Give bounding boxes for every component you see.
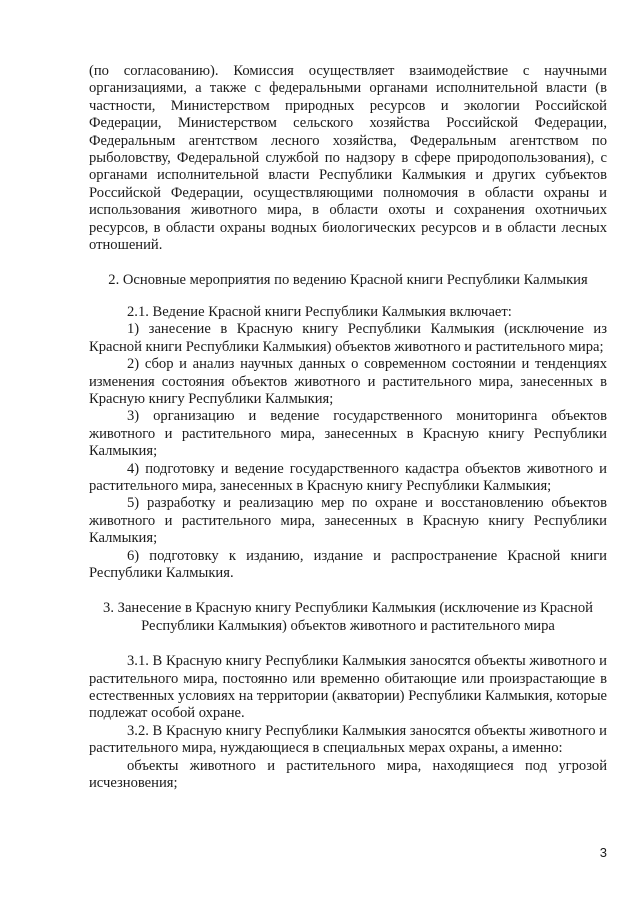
list-item-6: 6) подготовку к изданию, издание и распространение Красной книги Республики Калмыкия. xyxy=(89,547,607,581)
section-heading-3-line-2: Республики Калмыкия) объектов животного и растительного мира xyxy=(141,617,555,634)
list-item-4: 4) подготовку и ведение государственного кадастра объектов животного и растительного мира, занесенных в Красную книгу Республики Калмыкия; xyxy=(89,460,607,494)
list-item-5: 5) разработку и реализацию мер по охране и восстановлению объектов животного и растительного мира, занесенных в Красную книгу Республики Калмыкия; xyxy=(89,495,607,547)
clause-3-2: 3.2. В Красную книгу Республики Калмыкия заносятся объекты животного и растительного мира, нуждающиеся в специальных мерах охраны, а именно: xyxy=(89,722,607,757)
section-heading-3-line-1: 3. Занесение в Красную книгу Республики Калмыкия (исключение из Красной xyxy=(103,600,593,617)
list-item-1: 1) занесение в Красную книгу Республики Калмыкия (исключение из Красной книги Республики Калмыкия) объектов животного и растительного мира; xyxy=(89,321,607,355)
page-number: 3 xyxy=(599,845,607,860)
clause-3-1: 3.1. В Красную книгу Республики Калмыкия заносятся объекты животного и растительного мира, постоянно или временно обитающие или произрастающие в естественных условиях на территории (акватории) Республики Калмыкия, которые подлежат особой охране. xyxy=(89,653,607,722)
clause-3-2-item: объекты животного и растительного мира, находящиеся под угрозой исчезновения; xyxy=(89,757,607,792)
document-body xyxy=(89,63,607,792)
list-item-3: 3) организацию и ведение государственного мониторинга объектов животного и растительного мира, занесенных в Красную книгу Республики Калмыкия; xyxy=(89,408,607,460)
section-heading-2: 2. Основные мероприятия по ведению Красной книги Республики Калмыкия xyxy=(108,272,588,289)
list-item-2: 2) сбор и анализ научных данных о современном состоянии и тенденциях изменения состояния объектов животного и растительного мира, занесенных в Красную книгу Республики Калмыкия; xyxy=(89,356,607,407)
clause-2-1: 2.1. Ведение Красной книги Республики Калмыкия включает: xyxy=(127,303,512,320)
paragraph-commission: (по согласованию). Комиссия осуществляет взаимодействие с научными организациями, а также с федеральными органами исполнительной власти (в частности, Министерством природных ресурсов и экологии Российской Федерации, Министерством сельского хозяйства Российской Федерации, Федеральным агентством лесного хозяйства, Федеральным агентством по рыболовству, Федеральной службой по надзору в сфере природопользования), с органами исполнительной власти Республики Калмыкия и других субъектов Российской Федерации, осуществляющими полномочия в области охраны и использования животного мира, в области охоты и сохранения охотничьих ресурсов, в области охраны водных биологических ресурсов и в области лесных отношений. xyxy=(89,63,607,254)
